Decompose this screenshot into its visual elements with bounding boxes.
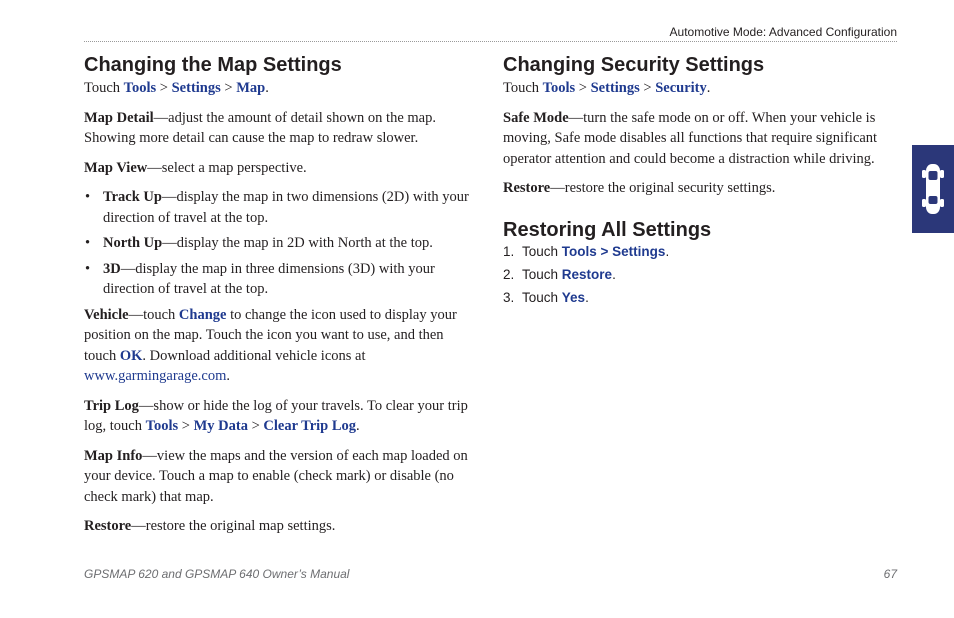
path-settings: Settings: [171, 80, 221, 96]
car-icon: [919, 158, 947, 220]
garmingarage-link[interactable]: www.garmingarage.com: [84, 368, 227, 384]
path-tools: Tools: [123, 80, 157, 96]
restoring-heading: Restoring All Settings: [503, 218, 712, 241]
list-item: 3. Touch Yes.: [503, 289, 589, 305]
path-map: Map: [236, 80, 266, 96]
map-settings-path: Touch Tools > Settings > Map.: [84, 80, 269, 96]
safe-mode-paragraph: Safe Mode—turn the safe mode on or off. When your vehicle is moving, Safe mode disables all functions that require significant operator attention and could become a distraction while driving.: [503, 109, 878, 167]
trip-log-paragraph: Trip Log—show or hide the log of your travels. To clear your trip log, touch Tools > My Data > Clear Trip Log.: [84, 397, 468, 434]
map-restore-paragraph: Restore—restore the original map settings.: [84, 518, 336, 534]
page-number: 67: [883, 567, 897, 581]
map-view-options: [84, 187, 476, 300]
footer-manual-title: GPSMAP 620 and GPSMAP 640 Owner’s Manual: [84, 567, 350, 581]
section-tab: [912, 145, 954, 233]
map-info-paragraph: Map Info—view the maps and the version of each map loaded on your device. Touch a map to enable (check mark) or disable (no check mark) that map.: [84, 447, 468, 505]
list-item: • North Up—display the map in 2D with North at the top.: [85, 235, 433, 251]
restoring-steps: [503, 243, 888, 307]
map-view-paragraph: Map View—select a map perspective.: [84, 159, 307, 176]
security-settings-path: Touch Tools > Settings > Security.: [503, 80, 711, 96]
list-item: • Track Up—display the map in two dimensions (2D) with your direction of travel at the top.: [85, 189, 469, 226]
vehicle-paragraph: Vehicle—touch Change to change the icon used to display your position on the map. Touch the icon you want to use, and then touch OK. Download additional vehicle icons at www.garmingarage.com.: [84, 306, 457, 384]
map-settings-column: [84, 52, 476, 546]
map-settings-heading: Changing the Map Settings: [84, 54, 342, 76]
security-restore-paragraph: Restore—restore the original security settings.: [503, 180, 776, 196]
security-settings-heading: Changing Security Settings: [503, 54, 765, 76]
map-detail-paragraph: Map Detail—adjust the amount of detail shown on the map. Showing more detail can cause the map to redraw slower.: [84, 109, 436, 146]
list-item: • 3D—display the map in three dimensions (3D) with your direction of travel at the top.: [85, 260, 435, 297]
security-settings-column: [503, 52, 888, 312]
running-header: Automotive Mode: Advanced Configuration: [669, 25, 897, 39]
list-item: 1. Touch Tools > Settings.: [503, 243, 670, 259]
list-item: 2. Touch Restore.: [503, 266, 616, 282]
header-divider: [84, 41, 897, 42]
